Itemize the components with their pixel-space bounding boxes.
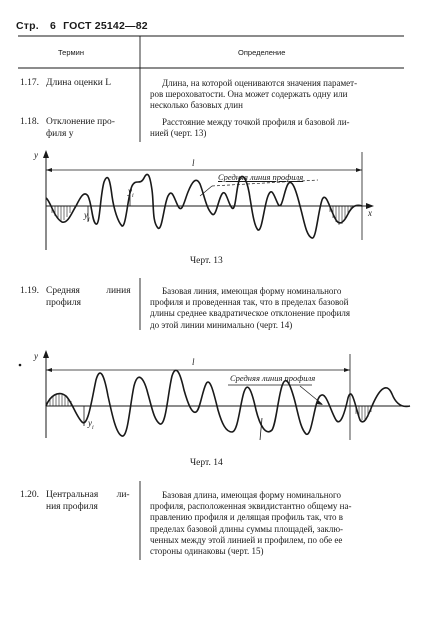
page-speck xyxy=(19,364,22,367)
definition-line: стороны одинаковы (черт. 15) xyxy=(150,546,264,557)
column-header-term: Термин xyxy=(58,48,84,57)
length-label: l xyxy=(192,158,195,168)
definition-line: правлению профиля и делящая профиль так, что в xyxy=(150,512,344,523)
definition-line: Базовая длина, имеющая форму номинального xyxy=(162,490,341,500)
definition-line: профиля, расположенная эквидистантно общему на- xyxy=(150,501,352,512)
term-line: филя y xyxy=(46,128,74,139)
entry-number: 1.19. xyxy=(20,286,39,296)
y-axis-label: y xyxy=(34,150,38,160)
yi-index: i xyxy=(88,216,90,223)
yi-symbol: y xyxy=(128,186,132,196)
entry-definition xyxy=(150,490,405,557)
figure-14-caption: Черт. 14 xyxy=(190,458,223,468)
profile-curve xyxy=(46,370,410,436)
yi-label xyxy=(88,418,94,431)
term-line: Длина оценки L xyxy=(46,78,111,88)
page-prefix: Стр. xyxy=(16,20,39,32)
length-label: l xyxy=(192,357,195,367)
entry-term xyxy=(46,490,136,513)
definition-line: ченных между этой линией и профилем, по обе ее xyxy=(150,534,343,545)
mean-line-label: Средняя линия профиля xyxy=(218,172,304,182)
term-line: Отклонение про- xyxy=(46,117,115,127)
yi-index: i xyxy=(132,192,134,199)
definition-line: до этой линии минимально (черт. 14) xyxy=(150,319,293,330)
definition-line: Длина, на которой оцениваются значения парамет- xyxy=(162,78,358,88)
entry-number: 1.17. xyxy=(20,78,39,88)
entry-number: 1.18. xyxy=(20,117,39,127)
definition-line: нией (черт. 13) xyxy=(150,128,207,139)
yi-symbol: y xyxy=(88,418,92,428)
entry-number: 1.20. xyxy=(20,490,39,500)
term-line: ния профиля xyxy=(46,501,98,512)
definition-line: Расстояние между точкой профиля и базовой ли- xyxy=(162,117,350,127)
term-line: Средняя линия xyxy=(46,286,131,296)
term-line: профиля xyxy=(46,297,81,308)
definition-line: Базовая линия, имеющая форму номинального xyxy=(162,286,342,296)
term-line: Центральная ли- xyxy=(46,490,130,500)
page-number: 6 xyxy=(49,20,57,32)
standard-code: ГОСТ 25142—82 xyxy=(63,20,148,32)
y-axis-arrow xyxy=(43,350,49,358)
mean-line-label: Средняя линия профиля xyxy=(230,373,316,383)
column-header-definition: Определение xyxy=(238,48,286,57)
definition-line: ров шероховатости. Она может содержать одну или xyxy=(150,89,348,100)
definition-line: несколько базовых длин xyxy=(150,100,243,111)
definition-line: пределах базовой длины суммы площадей, заклю- xyxy=(150,523,344,534)
yi-index: i xyxy=(92,424,94,431)
figure-13-caption: Черт. 13 xyxy=(190,256,223,266)
definition-line: профиля и проведенная так, что в пределах базовой xyxy=(150,297,349,308)
y-axis-label: y xyxy=(34,351,38,361)
yi-symbol: y xyxy=(84,210,88,220)
definition-line: длины среднее квадратическое отклонение профиля xyxy=(150,308,351,319)
x-axis-label: x xyxy=(368,208,372,218)
